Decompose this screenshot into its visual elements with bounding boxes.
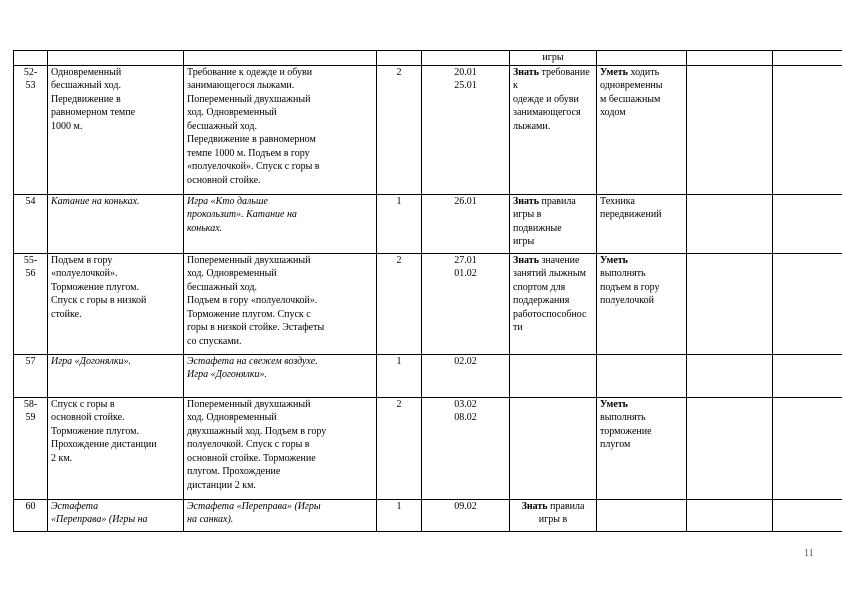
know-text: требование к одежде и обуви занимающегося лыжами. — [513, 66, 590, 132]
lesson-topic: Игра «Догонялки». — [48, 354, 184, 397]
table-row — [14, 65, 842, 194]
lesson-date: 03.02 08.02 — [422, 397, 510, 499]
table-row — [14, 397, 842, 499]
table-row — [14, 499, 842, 531]
skill-cell — [597, 65, 687, 194]
can-label: Уметь — [600, 398, 628, 410]
lesson-number: 60 — [14, 499, 48, 531]
page-number: 11 — [804, 548, 814, 559]
lesson-number: 55- 56 — [14, 253, 48, 354]
lesson-hours: 2 — [377, 253, 422, 354]
table-row — [14, 51, 842, 66]
lesson-date: 09.02 — [422, 499, 510, 531]
lesson-content: Эстафета на свежем воздухе. Игра «Догонялки». — [184, 354, 377, 397]
lesson-content: Игра «Кто дальше прокользит». Катание на коньках. — [184, 194, 377, 253]
can-label: Уметь — [600, 66, 628, 78]
lesson-topic: Спуск с горы в основной стойке. Торможение плугом. Прохождение дистанции 2 км. — [48, 397, 184, 499]
lesson-number: 58- 59 — [14, 397, 48, 499]
lesson-date: 02.02 — [422, 354, 510, 397]
lesson-topic: Эстафета «Переправа» (Игры на — [48, 499, 184, 531]
lesson-hours: 1 — [377, 499, 422, 531]
knowledge-cell — [510, 499, 597, 531]
lesson-date: 27.01 01.02 — [422, 253, 510, 354]
lesson-number: 52- 53 — [14, 65, 48, 194]
lesson-topic: Катание на коньках. — [48, 194, 184, 253]
can-text: ходить одновременны м бесшажным ходом — [600, 66, 663, 118]
lesson-content: Требование к одежде и обуви занимающегося лыжами. Попеременный двухшажный ход. Одновременный бесшажный ход. Передвижение в равномерном темпе 1000 м. Подъем в гору «полуелочкой». Спуск с горы в основной стойке. — [184, 65, 377, 194]
table-row — [14, 194, 842, 253]
lesson-content: Эстафета «Переправа» (Игры на санках). — [184, 499, 377, 531]
know-text: значение занятий лыжным спортом для поддержания работоспособнос ти — [513, 254, 587, 333]
lesson-number: 54 — [14, 194, 48, 253]
know-label: Знать — [513, 66, 539, 78]
lesson-hours: 1 — [377, 194, 422, 253]
can-text: выполнять торможение плугом — [600, 412, 652, 450]
knowledge-cell — [510, 65, 597, 194]
lesson-content: Попеременный двухшажный ход. Одновременный двухшажный ход. Подъем в гору полуелочкой. Спуск с горы в основной стойке. Торможение плугом. Прохождение дистанции 2 км. — [184, 397, 377, 499]
lesson-plan-table — [13, 50, 842, 532]
know-text: правила игры в — [538, 500, 585, 525]
lesson-hours: 2 — [377, 397, 422, 499]
lesson-date: 26.01 — [422, 194, 510, 253]
lesson-content: Попеременный двухшажный ход. Одновременный бесшажный ход. Подъем в гору «полуелочкой». Торможение плугом. Спуск с горы в низкой стойке. Эстафеты со спусками. — [184, 253, 377, 354]
know-label: Знать — [513, 195, 539, 207]
knowledge-cell — [510, 253, 597, 354]
table-row — [14, 253, 842, 354]
skill-cell — [597, 253, 687, 354]
can-label: Уметь — [600, 254, 628, 266]
table-row — [14, 354, 842, 397]
knowledge-cell: игры — [510, 51, 597, 66]
lesson-number: 57 — [14, 354, 48, 397]
know-label: Знать — [521, 500, 548, 512]
lesson-topic: Подъем в гору «полуелочкой». Торможение плугом. Спуск с горы в низкой стойке. — [48, 253, 184, 354]
know-text: правила игры в подвижные игры — [513, 195, 576, 247]
can-text: выполнять подъем в гору полуелочкой — [600, 268, 660, 306]
lesson-hours: 1 — [377, 354, 422, 397]
lesson-hours: 2 — [377, 65, 422, 194]
lesson-date: 20.01 25.01 — [422, 65, 510, 194]
skill-cell: Техника передвижений — [597, 194, 687, 253]
lesson-topic: Одновременный бесшажный ход. Передвижение в равномерном темпе 1000 м. — [48, 65, 184, 194]
know-label: Знать — [513, 254, 539, 266]
knowledge-cell — [510, 194, 597, 253]
skill-cell — [597, 397, 687, 499]
